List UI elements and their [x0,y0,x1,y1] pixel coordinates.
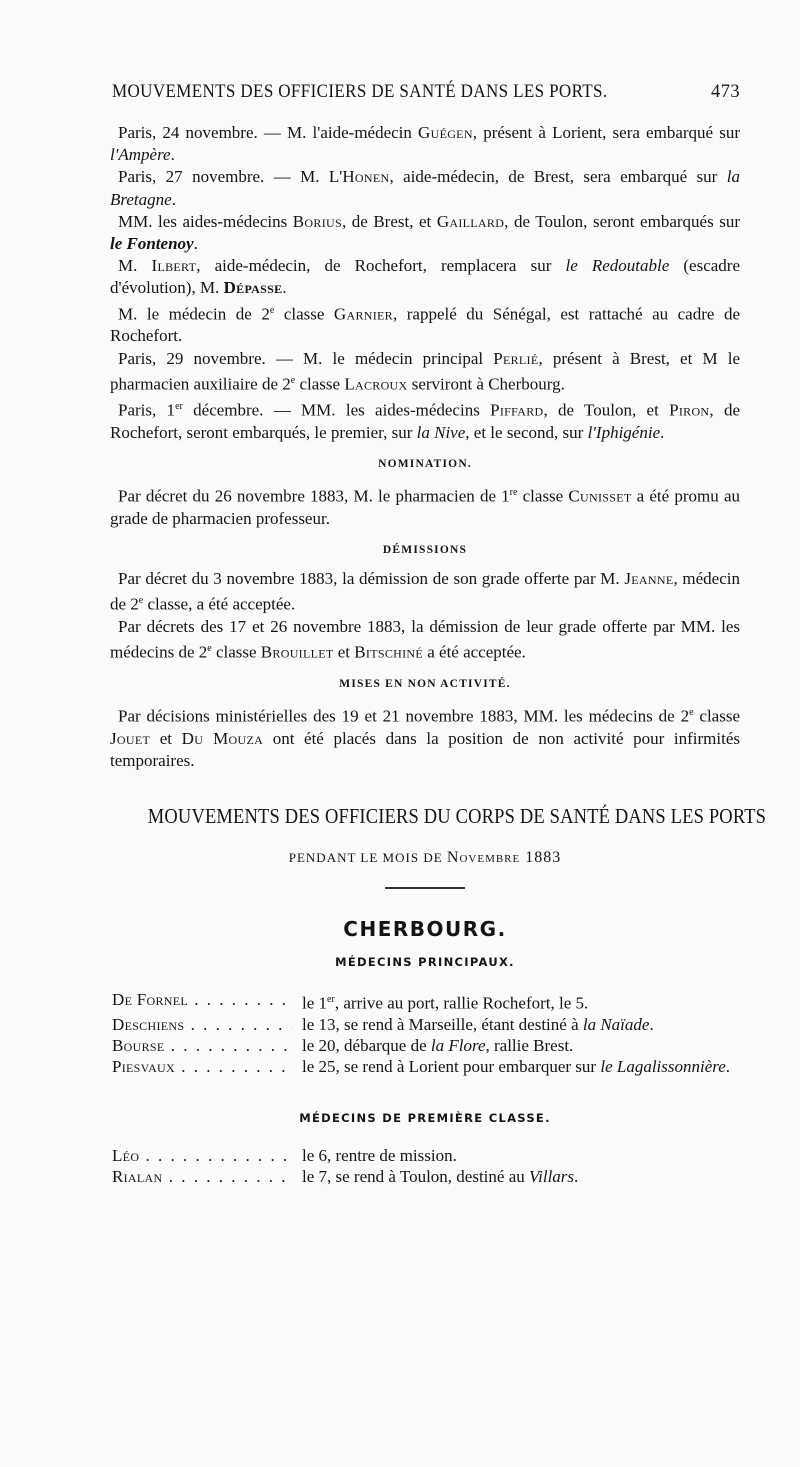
paragraph-borius-gaillard: MM. les aides-médecins Borius, de Brest, et Gaillard, de Toulon, seront embarqués sur le Fontenoy. [110,211,741,254]
nomination-text: Par décret du 26 novembre 1883, M. le pharmacien de 1re classe Cunisset a été promu au grade de pharmacien professeur. [110,486,740,528]
list-principaux [110,989,740,1077]
rank-heading-principaux: MÉDECINS PRINCIPAUX. [335,955,515,970]
paragraph-27-novembre: Paris, 27 novembre. — M. L'Honen, aide-médecin, de Brest, sera embarqué sur la Bretagne. [110,167,740,209]
rank-heading-premiere-classe: MÉDECINS DE PREMIÈRE CLASSE. [299,1110,551,1125]
paragraph-garnier: M. le médecin de 2e classe Garnier, rappelé du Sénégal, est rattaché au cadre de Rochefort. [110,304,740,346]
list-item: Deschiens . . . le 13, se rend à Marseille, étant destiné à la Naïade. [110,1014,740,1035]
list-premiere-classe [110,1145,740,1187]
running-header [112,82,740,103]
list-item: Bourse . . . le 20, débarque de la Flore, rallie Brest. [110,1035,740,1056]
list-item: De Fornel . . . le 1er, arrive au port, rallie Rochefort, le 5. [110,989,740,1014]
section-title: MOUVEMENTS DES OFFICIERS DU CORPS DE SANTÉ DANS LES PORTS [147,804,767,829]
paragraph-24-novembre: Paris, 24 novembre. — M. l'aide-médecin Guégen, présent à Lorient, sera embarqué sur l'Ampère. [110,123,740,165]
paragraph-1er-decembre: Paris, 1er décembre. — MM. les aides-médecins Piffard, de Toulon, et Piron, de Rochefort, seront embarqués, le premier, sur la Nive, et le second, sur l'Iphigénie. [110,400,741,442]
non-activite-heading: MISES EN NON ACTIVITÉ. [339,678,511,690]
running-title: MOUVEMENTS DES OFFICIERS DE SANTÉ DANS LES PORTS. [112,82,608,102]
page-content [110,122,767,1187]
section-subtitle: PENDANT LE MOIS DE Novembre 1883 [288,849,562,867]
page-number: 473 [711,82,740,102]
list-item: Léo . . . le 6, rentre de mission. [110,1145,740,1166]
demission-text-2: Par décrets des 17 et 26 novembre 1883, la démission de leur grade offerte par MM. les médecins de 2e classe Brouillet et Bitschiné a été acceptée. [110,616,740,662]
section-divider [385,887,465,889]
demission-text-1: Par décret du 3 novembre 1883, la démission de son grade offerte par M. Jeanne, médecin de 2e classe, a été acceptée. [110,568,740,614]
list-item: Rialan . . . le 7, se rend à Toulon, destiné au Villars. [110,1166,740,1187]
demissions-heading: DÉMISSIONS [382,543,468,556]
paragraph-29-novembre: Paris, 29 novembre. — M. le médecin principal Perlié, présent à Brest, et M le pharmacien auxiliaire de 2e classe Lacroux serviront à Cherbourg. [110,348,740,394]
port-heading: CHERBOURG. [343,917,507,942]
paragraph-ilbert: M. Ilbert, aide-médecin, de Rochefort, remplacera sur le Redoutable (escadre d'évolution), M. Dépasse. [110,256,740,298]
non-activite-text: Par décisions ministérielles des 19 et 21 novembre 1883, MM. les médecins de 2e classe Jouet et Du Mouza ont été placés dans la position de non activité pour infirmités temporaires. [110,706,740,771]
list-item: Piesvaux . . . le 25, se rend à Lorient pour embarquer sur le Lagalissonnière. [110,1056,740,1077]
nomination-heading: NOMINATION. [378,457,472,470]
